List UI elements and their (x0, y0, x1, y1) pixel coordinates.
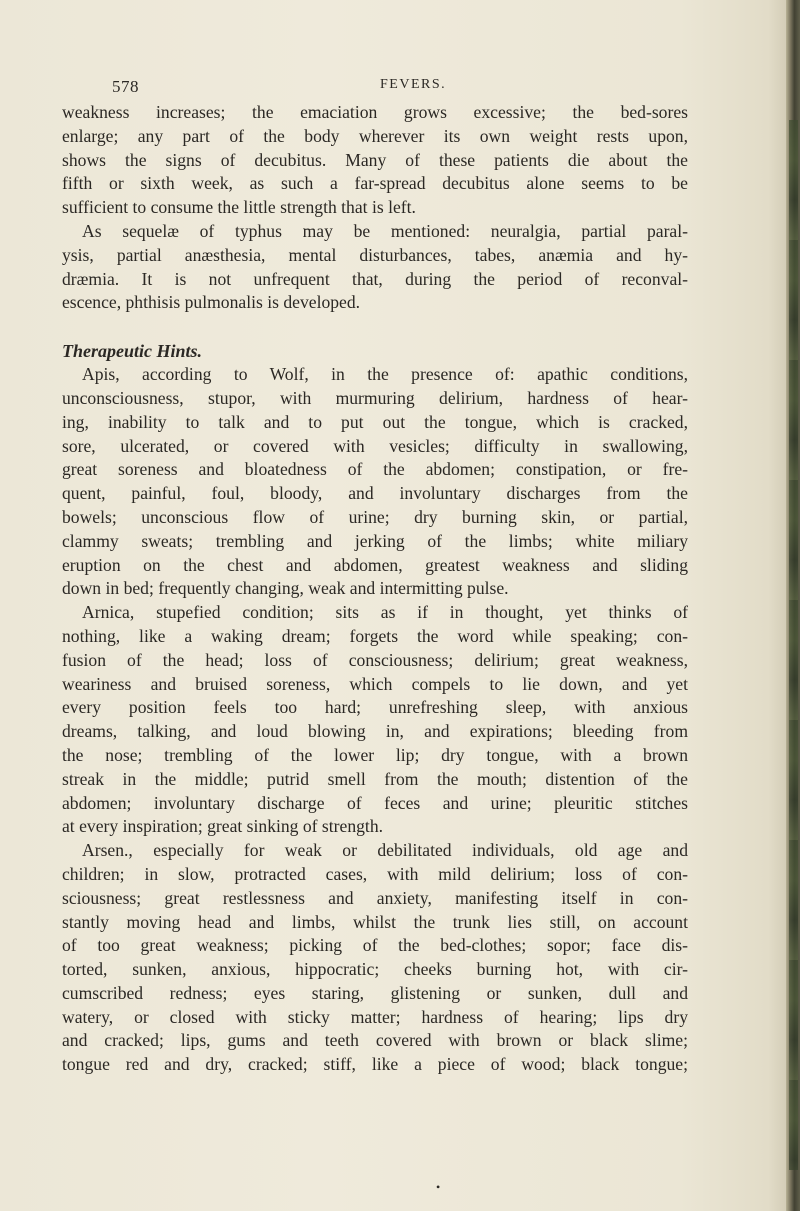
text-line: Apis, according to Wolf, in the presence of: apathic conditions, (82, 364, 688, 385)
text-line: cumscribed redness; eyes staring, glistening or sunken, dull and (62, 982, 688, 1003)
text-line: sciousness; great restlessness and anxiety, manifesting itself in con- (62, 887, 688, 908)
text-line: Arsen., especially for weak or debilitated individuals, old age and (82, 840, 688, 861)
text-line: children; in slow, protracted cases, with mild delirium; loss of con- (62, 863, 688, 884)
text-line: shows the signs of decubitus. Many of these patients die about the (62, 149, 688, 170)
text-line: escence, phthisis pulmonalis is developed. (62, 292, 361, 313)
text-line: at every inspiration; great sinking of strength. (62, 816, 384, 837)
text-line: eruption on the chest and abdomen, greatest weakness and sliding (62, 554, 688, 575)
text-line: fusion of the head; loss of consciousness; delirium; great weakness, (62, 649, 688, 670)
text-line: streak in the middle; putrid smell from the mouth; distention of the (62, 768, 688, 789)
text-line: great soreness and bloatedness of the abdomen; constipation, or fre- (62, 459, 688, 480)
text-line: sore, ulcerated, or covered with vesicles; difficulty in swallowing, (62, 435, 688, 456)
text-line: enlarge; any part of the body wherever its own weight rests upon, (62, 125, 688, 146)
text-line: watery, or closed with sticky matter; hardness of hearing; lips dry (62, 1006, 688, 1027)
text-line: tongue red and dry, cracked; stiff, like a piece of wood; black tongue; (62, 1054, 688, 1075)
text-line: ysis, partial anæsthesia, mental disturbances, tabes, anæmia and hy- (62, 244, 688, 265)
text-line: of too great weakness; picking of the bed-clothes; sopor; face dis- (62, 935, 688, 956)
text-line: down in bed; frequently changing, weak and intermitting pulse. (62, 578, 509, 599)
text-line: bowels; unconscious flow of urine; dry burning skin, or partial, (62, 506, 688, 527)
text-line: quent, painful, foul, bloody, and involuntary discharges from the (62, 483, 688, 504)
text-line: As sequelæ of typhus may be mentioned: neuralgia, partial paral- (82, 220, 688, 241)
text-line: abdomen; involuntary discharge of feces and urine; pleuritic stitches (62, 792, 688, 813)
text-line: dræmia. It is not unfrequent that, during the period of reconval- (62, 268, 688, 289)
page-number: 578 (112, 77, 139, 96)
text-line: dreams, talking, and loud blowing in, and expirations; bleeding from (62, 721, 688, 742)
text-line: torted, sunken, anxious, hippocratic; cheeks burning hot, with cir- (62, 959, 688, 980)
text-line: the nose; trembling of the lower lip; dry tongue, with a brown (62, 744, 688, 765)
text-line: Arnica, stupefied condition; sits as if in thought, yet thinks of (82, 602, 688, 623)
section-heading: Therapeutic Hints. (62, 341, 203, 362)
page-header (112, 77, 672, 97)
text-line: every position feels too hard; unrefreshing sleep, with anxious (62, 697, 688, 718)
text-line: fifth or sixth week, as such a far-spread decubitus alone seems to be (62, 173, 688, 194)
text-line: unconsciousness, stupor, with murmuring delirium, hardness of hear- (62, 387, 688, 408)
text-line: nothing, like a waking dream; forgets the word while speaking; con- (62, 625, 688, 646)
text-line: clammy sweats; trembling and jerking of the limbs; white miliary (62, 530, 688, 551)
text-line: weakness increases; the emaciation grows excessive; the bed-sores (62, 102, 688, 122)
text-line: weariness and bruised soreness, which compels to lie down, and yet (62, 673, 688, 694)
text-line: stantly moving head and limbs, whilst the trunk lies still, on account (62, 911, 688, 932)
text-line: sufficient to consume the little strength that is left. (62, 197, 416, 218)
text-line: and cracked; lips, gums and teeth covered with brown or black slime; (62, 1030, 688, 1051)
page-edge-binding (789, 120, 798, 1170)
text-line: ing, inability to talk and to put out the tongue, which is cracked, (62, 411, 688, 432)
running-head: FEVERS. (380, 77, 447, 92)
body-text (62, 101, 688, 1077)
printer-mark: • (436, 1180, 441, 1194)
